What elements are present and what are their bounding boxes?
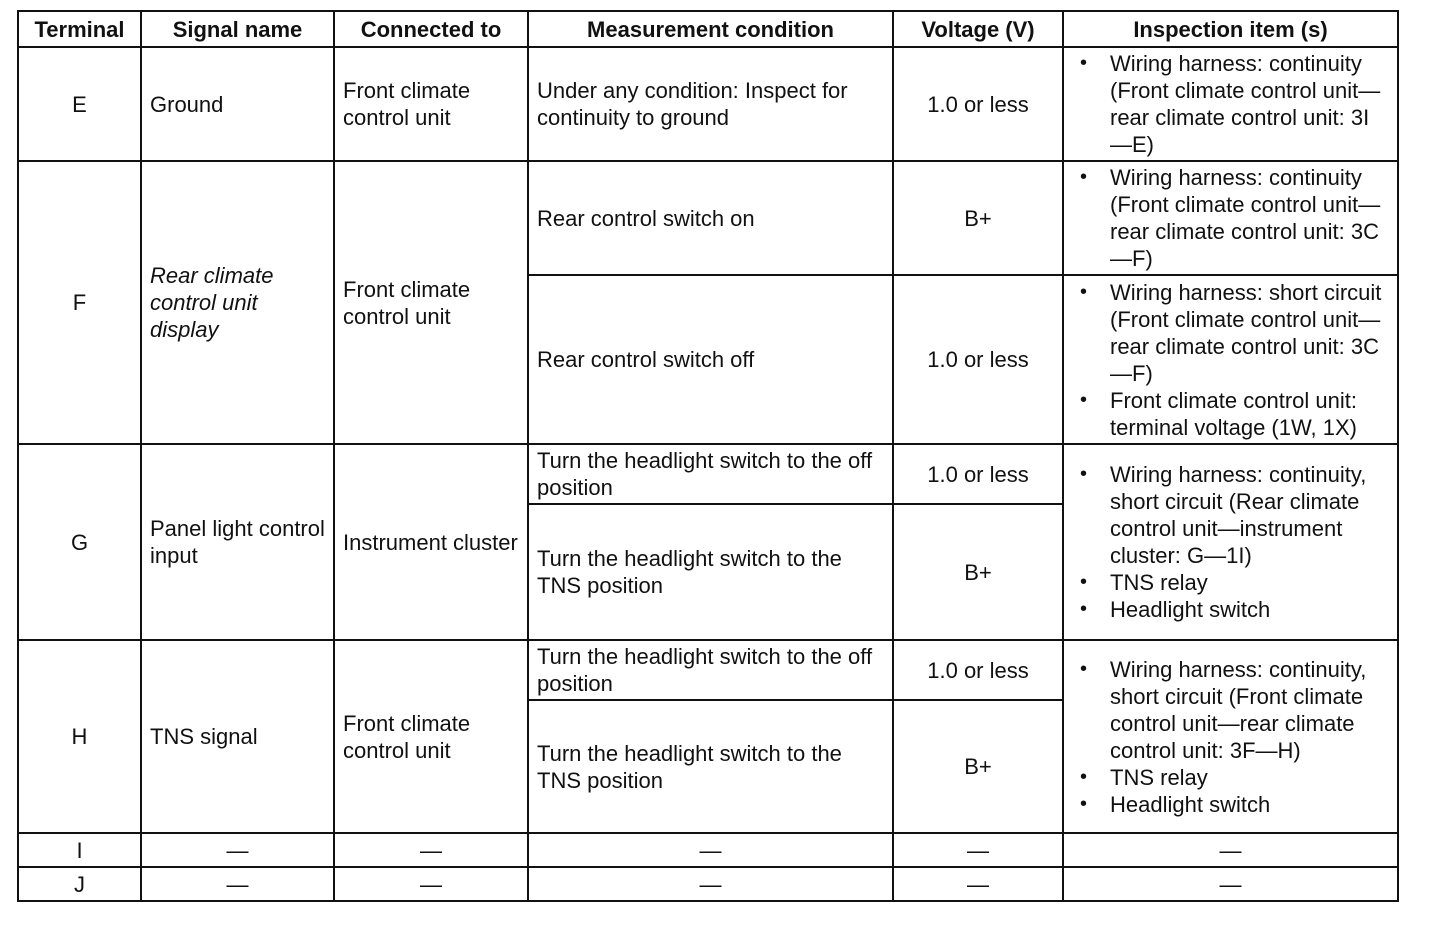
condition-cell: Rear control switch off (528, 275, 893, 444)
inspection-item: • Wiring harness: continuity (Front climate control unit—rear climate control unit: 3C—F) (1072, 164, 1389, 272)
header-voltage: Voltage (V) (893, 11, 1063, 47)
inspection-item: • TNS relay (1072, 764, 1389, 791)
table-row (18, 47, 1398, 161)
inspection-item: • Headlight switch (1072, 596, 1389, 623)
inspection-item: • Wiring harness: continuity, short circuit (Front climate control unit—rear climate control unit: 3F—H) (1072, 656, 1389, 764)
terminal-inspection-table (17, 10, 1399, 902)
inspection-cell: — (1063, 867, 1398, 901)
connected-to-cell: Front climate control unit (334, 47, 528, 161)
condition-cell: — (528, 867, 893, 901)
condition-cell: Rear control switch on (528, 161, 893, 275)
inspection-cell (1063, 275, 1398, 444)
signal-name-cell: Panel light control input (141, 444, 334, 640)
inspection-item: • Wiring harness: continuity, short circuit (Rear climate control unit—instrument cluster: G—1I) (1072, 461, 1389, 569)
terminal-cell: I (18, 833, 141, 867)
inspection-cell (1063, 444, 1398, 640)
header-connected-to: Connected to (334, 11, 528, 47)
inspection-item: • Wiring harness: short circuit (Front climate control unit—rear climate control unit: 3C—F) (1072, 279, 1389, 387)
inspection-item: • Headlight switch (1072, 791, 1389, 818)
condition-cell: Turn the headlight switch to the TNS position (528, 504, 893, 640)
condition-cell: Turn the headlight switch to the off position (528, 444, 893, 504)
inspection-cell: — (1063, 833, 1398, 867)
inspection-cell (1063, 161, 1398, 275)
connected-to-cell: Instrument cluster (334, 444, 528, 640)
signal-name-cell: Ground (141, 47, 334, 161)
signal-name-cell: — (141, 867, 334, 901)
table-row (18, 640, 1398, 700)
terminal-cell: J (18, 867, 141, 901)
signal-name-cell: TNS signal (141, 640, 334, 833)
voltage-cell: 1.0 or less (893, 275, 1063, 444)
table-row (18, 867, 1398, 901)
connected-to-cell: — (334, 833, 528, 867)
voltage-cell: 1.0 or less (893, 47, 1063, 161)
terminal-cell: F (18, 161, 141, 444)
inspection-item: • TNS relay (1072, 569, 1389, 596)
table-row (18, 161, 1398, 275)
condition-cell: — (528, 833, 893, 867)
voltage-cell: B+ (893, 504, 1063, 640)
voltage-cell: 1.0 or less (893, 640, 1063, 700)
voltage-cell: — (893, 867, 1063, 901)
voltage-cell: 1.0 or less (893, 444, 1063, 504)
inspection-cell (1063, 47, 1398, 161)
voltage-cell: — (893, 833, 1063, 867)
header-measurement-condition: Measurement condition (528, 11, 893, 47)
connected-to-cell: Front climate control unit (334, 640, 528, 833)
voltage-cell: B+ (893, 700, 1063, 833)
connected-to-cell: Front climate control unit (334, 161, 528, 444)
connected-to-cell: — (334, 867, 528, 901)
inspection-item: • Front climate control unit: terminal voltage (1W, 1X) (1072, 387, 1389, 441)
inspection-list (1072, 279, 1389, 441)
inspection-list (1072, 656, 1389, 818)
header-signal-name: Signal name (141, 11, 334, 47)
inspection-list (1072, 461, 1389, 623)
table-row (18, 833, 1398, 867)
condition-cell: Under any condition: Inspect for continuity to ground (528, 47, 893, 161)
terminal-cell: G (18, 444, 141, 640)
voltage-cell: B+ (893, 161, 1063, 275)
terminal-cell: H (18, 640, 141, 833)
inspection-cell (1063, 640, 1398, 833)
terminal-cell: E (18, 47, 141, 161)
condition-cell: Turn the headlight switch to the off position (528, 640, 893, 700)
header-row (18, 11, 1398, 47)
condition-cell: Turn the headlight switch to the TNS position (528, 700, 893, 833)
inspection-list (1072, 50, 1389, 158)
inspection-list (1072, 164, 1389, 272)
signal-name-cell: — (141, 833, 334, 867)
header-inspection-items: Inspection item (s) (1063, 11, 1398, 47)
signal-name-cell: Rear climate control unit display (141, 161, 334, 444)
header-terminal: Terminal (18, 11, 141, 47)
inspection-item: • Wiring harness: continuity (Front climate control unit—rear climate control unit: 3I—E) (1072, 50, 1389, 158)
table-row (18, 444, 1398, 504)
